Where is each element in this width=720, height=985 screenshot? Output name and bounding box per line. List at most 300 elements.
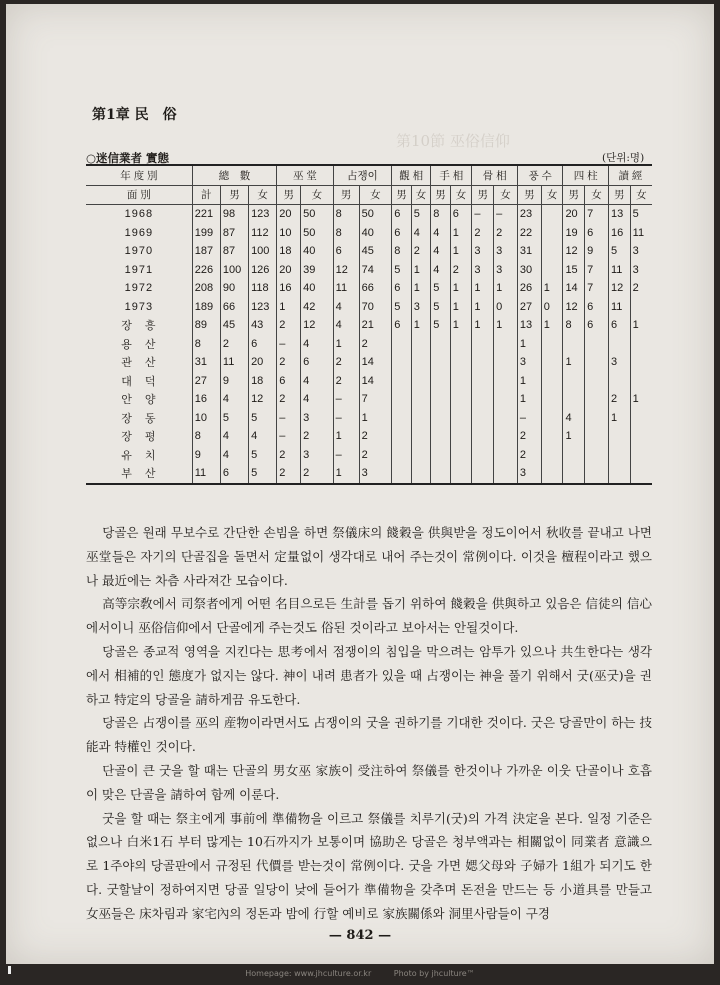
table-cell: 8	[563, 316, 585, 335]
table-cell: 10	[192, 409, 220, 428]
table-subheader-cell: 男	[517, 185, 541, 205]
row-label: 1968	[124, 208, 154, 221]
table-cell	[431, 409, 451, 428]
table-cell: 13	[517, 316, 541, 335]
body-text	[86, 521, 652, 926]
table-cell: 11	[630, 224, 652, 243]
table-cell: 2	[450, 261, 472, 280]
table-cell: 221	[192, 205, 220, 224]
footer	[0, 969, 720, 978]
table-cell: 100	[220, 261, 248, 280]
table-cell: 4	[431, 242, 451, 261]
table-cell: 2	[277, 446, 301, 465]
table-cell	[541, 372, 563, 391]
table-cell: 1	[411, 279, 431, 298]
table-cell: 11	[220, 353, 248, 372]
table-cell: 70	[359, 298, 392, 317]
footer-photo-credit: Photo by jhculture™	[393, 969, 475, 978]
table-cell: 5	[608, 242, 630, 261]
table-cell: 2	[333, 372, 359, 391]
document-page	[6, 4, 714, 964]
table-cell: 126	[249, 261, 277, 280]
table-cell: 3	[359, 464, 392, 484]
statistics-table	[86, 164, 652, 485]
row-label: 장 흥	[121, 320, 157, 333]
table-subheader-cell: 女	[249, 185, 277, 205]
table-cell	[608, 464, 630, 484]
table-header-cell: 觀 相	[392, 165, 431, 185]
table-cell: 6	[392, 224, 412, 243]
table-cell	[541, 427, 563, 446]
table-cell: 1	[472, 316, 494, 335]
table-subheader-cell: 女	[301, 185, 334, 205]
table-cell: 2	[301, 464, 334, 484]
table-cell: 2	[277, 390, 301, 409]
table-cell	[494, 353, 518, 372]
table-row	[86, 372, 652, 391]
table-cell: –	[277, 409, 301, 428]
footer-homepage: Homepage: www.jhculture.or.kr	[245, 969, 372, 978]
paragraph: 당골은 占쟁이를 巫의 産物이라면서도 占쟁이의 굿을 권하기를 기대한 것이다. 굿은 당골만이 하는 技能과 特權인 것이다.	[86, 715, 652, 755]
table-cell	[472, 390, 494, 409]
table-cell	[450, 372, 472, 391]
table-cell: 3	[517, 353, 541, 372]
table-cell: 4	[220, 427, 248, 446]
row-label: 장 평	[121, 431, 157, 444]
table-cell	[450, 409, 472, 428]
table-cell	[563, 464, 585, 484]
table-cell: 27	[192, 372, 220, 391]
table-cell: 16	[277, 279, 301, 298]
table-cell	[411, 335, 431, 354]
table-row	[86, 464, 652, 484]
table-cell: 66	[359, 279, 392, 298]
table-cell	[630, 298, 652, 317]
table-cell: 2	[517, 427, 541, 446]
table-cell: 118	[249, 279, 277, 298]
table-cell	[541, 446, 563, 465]
table-cell: 8	[333, 224, 359, 243]
table-cell: 1	[411, 261, 431, 280]
table-cell: 8	[333, 205, 359, 224]
table-cell: 208	[192, 279, 220, 298]
table-cell	[585, 372, 609, 391]
table-cell: 1	[359, 409, 392, 428]
table-cell	[494, 409, 518, 428]
table-cell: 226	[192, 261, 220, 280]
table-cell	[541, 261, 563, 280]
table-cell: 0	[541, 298, 563, 317]
table-cell: 1	[563, 353, 585, 372]
table-cell: 14	[359, 353, 392, 372]
table-cell: 5	[431, 279, 451, 298]
table-cell: 98	[220, 205, 248, 224]
table-cell: 3	[630, 242, 652, 261]
table-cell: 2	[301, 427, 334, 446]
row-label: 1970	[124, 245, 154, 258]
table-cell: 5	[249, 464, 277, 484]
row-label: 부 산	[121, 468, 157, 481]
table-cell	[472, 353, 494, 372]
table-row	[86, 316, 652, 335]
row-label: 1972	[124, 282, 154, 295]
table-cell: 6	[333, 242, 359, 261]
table-cell: 1	[608, 409, 630, 428]
table-cell	[541, 353, 563, 372]
table-cell: 8	[431, 205, 451, 224]
table-cell: 5	[249, 409, 277, 428]
table-subheader-cell: 面 別	[86, 185, 192, 205]
table-cell	[411, 464, 431, 484]
table-cell: 5	[249, 446, 277, 465]
table-cell	[585, 446, 609, 465]
table-cell: 21	[359, 316, 392, 335]
table-cell: 3	[411, 298, 431, 317]
table-cell: 39	[301, 261, 334, 280]
table-row	[86, 279, 652, 298]
table-cell: 5	[220, 409, 248, 428]
table-cell: 189	[192, 298, 220, 317]
table-cell: 12	[249, 390, 277, 409]
table-subheader-cell: 男	[220, 185, 248, 205]
table-row	[86, 205, 652, 224]
table-cell: 4	[431, 261, 451, 280]
table-cell: 1	[450, 242, 472, 261]
table-cell: 199	[192, 224, 220, 243]
table-cell: 12	[563, 298, 585, 317]
table-cell	[494, 446, 518, 465]
table-row	[86, 242, 652, 261]
table-cell: 3	[630, 261, 652, 280]
table-row	[86, 409, 652, 428]
table-cell: 2	[494, 224, 518, 243]
table-cell: 0	[494, 298, 518, 317]
table-cell	[392, 446, 412, 465]
table-cell	[450, 353, 472, 372]
row-label: 관 산	[121, 357, 157, 370]
table-cell	[608, 372, 630, 391]
table-cell: 5	[630, 205, 652, 224]
table-cell: 1	[277, 298, 301, 317]
table-cell: 6	[450, 205, 472, 224]
table-cell: –	[277, 427, 301, 446]
table-cell: 5	[392, 261, 412, 280]
row-label: 용 산	[121, 338, 157, 351]
table-cell: 12	[563, 242, 585, 261]
table-cell: 6	[392, 279, 412, 298]
table-cell: 2	[359, 427, 392, 446]
bleed-through-text: 第10節 巫俗信仰	[396, 132, 510, 150]
paragraph: 당골은 종교적 영역을 지킨다는 思考에서 점쟁이의 침입을 막으려는 암투가 있으나 共生한다는 생각에서 相補的인 態度가 없지는 않다. 神이 내려 患者가 있을 때 占쟁이는 神을 풀기 위해서 굿(巫굿)을 권하고 特定의 당골을 請하게끔 유도한다.	[86, 643, 652, 707]
table-row	[86, 261, 652, 280]
table-cell: 1	[450, 224, 472, 243]
table-cell: 6	[392, 316, 412, 335]
table-cell: 123	[249, 298, 277, 317]
table-cell: 1	[517, 335, 541, 354]
table-subheader-cell: 男	[563, 185, 585, 205]
table-cell: 1	[472, 279, 494, 298]
table-cell: 50	[301, 224, 334, 243]
table-cell: 40	[301, 279, 334, 298]
table-cell: 87	[220, 242, 248, 261]
table-cell	[411, 372, 431, 391]
table-cell	[585, 353, 609, 372]
table-cell: 6	[301, 353, 334, 372]
table-cell: 112	[249, 224, 277, 243]
table-row	[86, 353, 652, 372]
table-cell	[494, 464, 518, 484]
table-cell: 2	[277, 316, 301, 335]
row-label: 유 치	[121, 449, 157, 462]
table-cell: 2	[277, 353, 301, 372]
table-subheader-cell: 女	[450, 185, 472, 205]
table-cell: 1	[630, 390, 652, 409]
table-cell: 8	[392, 242, 412, 261]
table-cell: 89	[192, 316, 220, 335]
table-header-cell: 풍 수	[517, 165, 563, 185]
table-cell: 4	[333, 316, 359, 335]
table-subheader-cell: 男	[608, 185, 630, 205]
table-cell: 20	[249, 353, 277, 372]
table-cell: 6	[277, 372, 301, 391]
table-header-cell: 骨 相	[472, 165, 518, 185]
table-cell: 3	[494, 261, 518, 280]
table-cell	[392, 390, 412, 409]
table-cell	[411, 409, 431, 428]
table-cell	[450, 464, 472, 484]
table-cell: 1	[563, 427, 585, 446]
table-cell	[630, 372, 652, 391]
table-cell: 3	[517, 464, 541, 484]
table-cell: 8	[192, 427, 220, 446]
table-cell: 6	[249, 335, 277, 354]
table-cell: 1	[450, 316, 472, 335]
table-cell: 1	[333, 427, 359, 446]
table-cell: 1	[517, 390, 541, 409]
table-subheader-cell: 計	[192, 185, 220, 205]
table-cell	[431, 335, 451, 354]
table-cell	[431, 353, 451, 372]
table-cell: 3	[494, 242, 518, 261]
table-cell: 18	[249, 372, 277, 391]
table-row	[86, 427, 652, 446]
table-cell: 4	[301, 390, 334, 409]
table-cell	[472, 335, 494, 354]
table-cell: –	[494, 205, 518, 224]
table-cell: 20	[277, 261, 301, 280]
table-cell: –	[472, 205, 494, 224]
row-label: 장 동	[121, 412, 157, 425]
table-cell: 45	[359, 242, 392, 261]
table-cell: 30	[517, 261, 541, 280]
table-cell: 6	[608, 316, 630, 335]
table-cell	[450, 446, 472, 465]
table-cell: 9	[192, 446, 220, 465]
table-cell: 12	[301, 316, 334, 335]
table-header-cell: 手 相	[431, 165, 472, 185]
table-cell: 2	[517, 446, 541, 465]
table-cell: 31	[192, 353, 220, 372]
table-cell	[563, 390, 585, 409]
table-cell: 42	[301, 298, 334, 317]
row-label: 1973	[124, 300, 154, 313]
table-cell: 3	[608, 353, 630, 372]
table-cell: 3	[472, 242, 494, 261]
table-header-cell: 四 柱	[563, 165, 609, 185]
table-cell	[450, 335, 472, 354]
table-cell: 11	[192, 464, 220, 484]
table-cell: 50	[301, 205, 334, 224]
table-subheader-cell: 男	[333, 185, 359, 205]
table-cell: –	[333, 446, 359, 465]
table-cell	[494, 390, 518, 409]
table-cell: 3	[472, 261, 494, 280]
table-cell: 15	[563, 261, 585, 280]
table-caption: ○迷信業者 實態	[86, 151, 170, 165]
table-cell: 6	[220, 464, 248, 484]
table-cell: 90	[220, 279, 248, 298]
row-label: 안 양	[121, 394, 157, 407]
table-cell: 18	[277, 242, 301, 261]
table-cell	[494, 335, 518, 354]
table-cell: 74	[359, 261, 392, 280]
table-cell	[411, 446, 431, 465]
table-row	[86, 335, 652, 354]
table-cell: 43	[249, 316, 277, 335]
table-cell	[392, 353, 412, 372]
table-cell	[431, 390, 451, 409]
table-cell: 5	[431, 316, 451, 335]
table-cell: 6	[585, 316, 609, 335]
table-cell: 5	[411, 205, 431, 224]
table-cell: 31	[517, 242, 541, 261]
table-cell: 2	[359, 335, 392, 354]
table-cell	[411, 390, 431, 409]
table-cell: 1	[541, 316, 563, 335]
table-cell: 3	[301, 409, 334, 428]
table-cell: 1	[517, 372, 541, 391]
table-subheader-cell: 男	[392, 185, 412, 205]
table-cell: 2	[277, 464, 301, 484]
table-cell: 12	[333, 261, 359, 280]
table-cell	[472, 464, 494, 484]
table-cell: 2	[333, 353, 359, 372]
table-cell: 3	[301, 446, 334, 465]
table-cell: 4	[301, 372, 334, 391]
table-cell	[541, 242, 563, 261]
table-cell: 1	[333, 464, 359, 484]
table-cell	[472, 446, 494, 465]
table-cell: 12	[608, 279, 630, 298]
table-cell: 2	[472, 224, 494, 243]
page-number: — 842 —	[328, 928, 392, 943]
table-cell: 50	[359, 205, 392, 224]
table-row	[86, 224, 652, 243]
table-cell: 4	[220, 390, 248, 409]
table-cell	[585, 390, 609, 409]
table-cell: 2	[359, 446, 392, 465]
table-cell	[630, 335, 652, 354]
table-header-cell: 總 數	[192, 165, 277, 185]
table-header-cell: 巫 堂	[277, 165, 333, 185]
row-label: 1971	[124, 263, 154, 276]
paragraph: 당골은 원래 무보수로 간단한 손빔을 하면 祭儀床의 餞穀을 供與받을 정도이어서 秋收를 끝내고 나면 巫堂들은 자기의 단골집을 돌면서 定量없이 생각대로 내어 주는것이 常例이다. 이것을 檀程이라고 했으나 最近에는 차츰 사라져간 모습이다.	[86, 525, 652, 588]
table-cell: 13	[608, 205, 630, 224]
table-cell: 4	[333, 298, 359, 317]
table-cell	[585, 409, 609, 428]
table-cell: 7	[585, 279, 609, 298]
table-cell: 27	[517, 298, 541, 317]
paragraph: 高等宗敎에서 司祭者에게 어떤 名目으로든 生計를 돕기 위하여 餞穀을 供與하고 있음은 信徒의 信心에서이니 巫俗信仰에서 단골에게 주는것도 俗된 것이라고 보아서는 안될것이다.	[86, 596, 652, 636]
table-cell: 2	[220, 335, 248, 354]
table-cell: 11	[608, 298, 630, 317]
table-cell: 16	[608, 224, 630, 243]
table-cell	[472, 372, 494, 391]
table-cell: –	[333, 409, 359, 428]
paragraph: 단골이 큰 굿을 할 때는 단골의 男女巫 家族이 受注하여 祭儀를 한것이나 가까운 이웃 단골이나 호흡이 맞은 단골을 請하여 함께 이룬다.	[86, 762, 652, 802]
table-cell	[392, 464, 412, 484]
table-cell: 11	[333, 279, 359, 298]
table-cell: 40	[359, 224, 392, 243]
table-cell: 187	[192, 242, 220, 261]
row-label: 대 덕	[121, 375, 157, 388]
table-cell	[392, 372, 412, 391]
table-cell: 4	[431, 224, 451, 243]
table-cell: 6	[585, 224, 609, 243]
table-cell: 14	[359, 372, 392, 391]
table-cell	[541, 464, 563, 484]
table-cell	[472, 427, 494, 446]
row-label: 1969	[124, 226, 154, 239]
table-cell: 5	[431, 298, 451, 317]
table-cell: 14	[563, 279, 585, 298]
table-header-cell: 年 度 別	[86, 165, 192, 185]
table-cell	[541, 390, 563, 409]
table-cell: 1	[494, 316, 518, 335]
paragraph: 굿을 할 때는 祭主에게 事前에 準備物을 이르고 祭儀를 치루기(굿)의 가격 決定을 본다. 일정 기준은 없으나 白米1石 부터 많게는 10石까지가 보통이며 協助온 당골은 청부액과는 相關없이 同業者 意識으로 1주야의 당골판에서 규정된 代價를 받는것이 常例이다. 굿을 가면 媤父母와 子婦가 1組가 되기도 한다. 굿할날이 정하여지면 당골 일당이 낮에 들어가 準備物을 갖추며 돈전을 만드는 등 小道具를 만들고 女巫들은 床차림과 家宅內의 정돈과 밤에 行할 예비로 家族關係와 洞里사람들이 구경	[86, 810, 652, 921]
table-subheader-cell: 女	[585, 185, 609, 205]
table-cell	[450, 427, 472, 446]
chapter-header: 第1章 民 俗	[92, 107, 177, 123]
table-cell: 4	[249, 427, 277, 446]
table-cell	[392, 427, 412, 446]
table-cell: 4	[563, 409, 585, 428]
table-cell: –	[517, 409, 541, 428]
table-cell	[541, 409, 563, 428]
table-cell	[431, 372, 451, 391]
table-cell	[541, 224, 563, 243]
table-cell	[494, 372, 518, 391]
table-cell: 10	[277, 224, 301, 243]
table-cell	[608, 446, 630, 465]
table-cell: 11	[608, 261, 630, 280]
table-cell: 40	[301, 242, 334, 261]
table-cell: 1	[333, 335, 359, 354]
table-header-cell: 讀 經	[608, 165, 652, 185]
table-cell: 22	[517, 224, 541, 243]
table-cell: 1	[630, 316, 652, 335]
table-cell: 19	[563, 224, 585, 243]
table-header-cell: 占쟁이	[333, 165, 392, 185]
table-cell: 7	[585, 205, 609, 224]
table-subheader-cell: 男	[277, 185, 301, 205]
table-cell: 23	[517, 205, 541, 224]
table-subheader-cell: 女	[494, 185, 518, 205]
table-cell: 26	[517, 279, 541, 298]
table-cell: –	[333, 390, 359, 409]
table-cell: 1	[450, 298, 472, 317]
table-cell: 20	[563, 205, 585, 224]
